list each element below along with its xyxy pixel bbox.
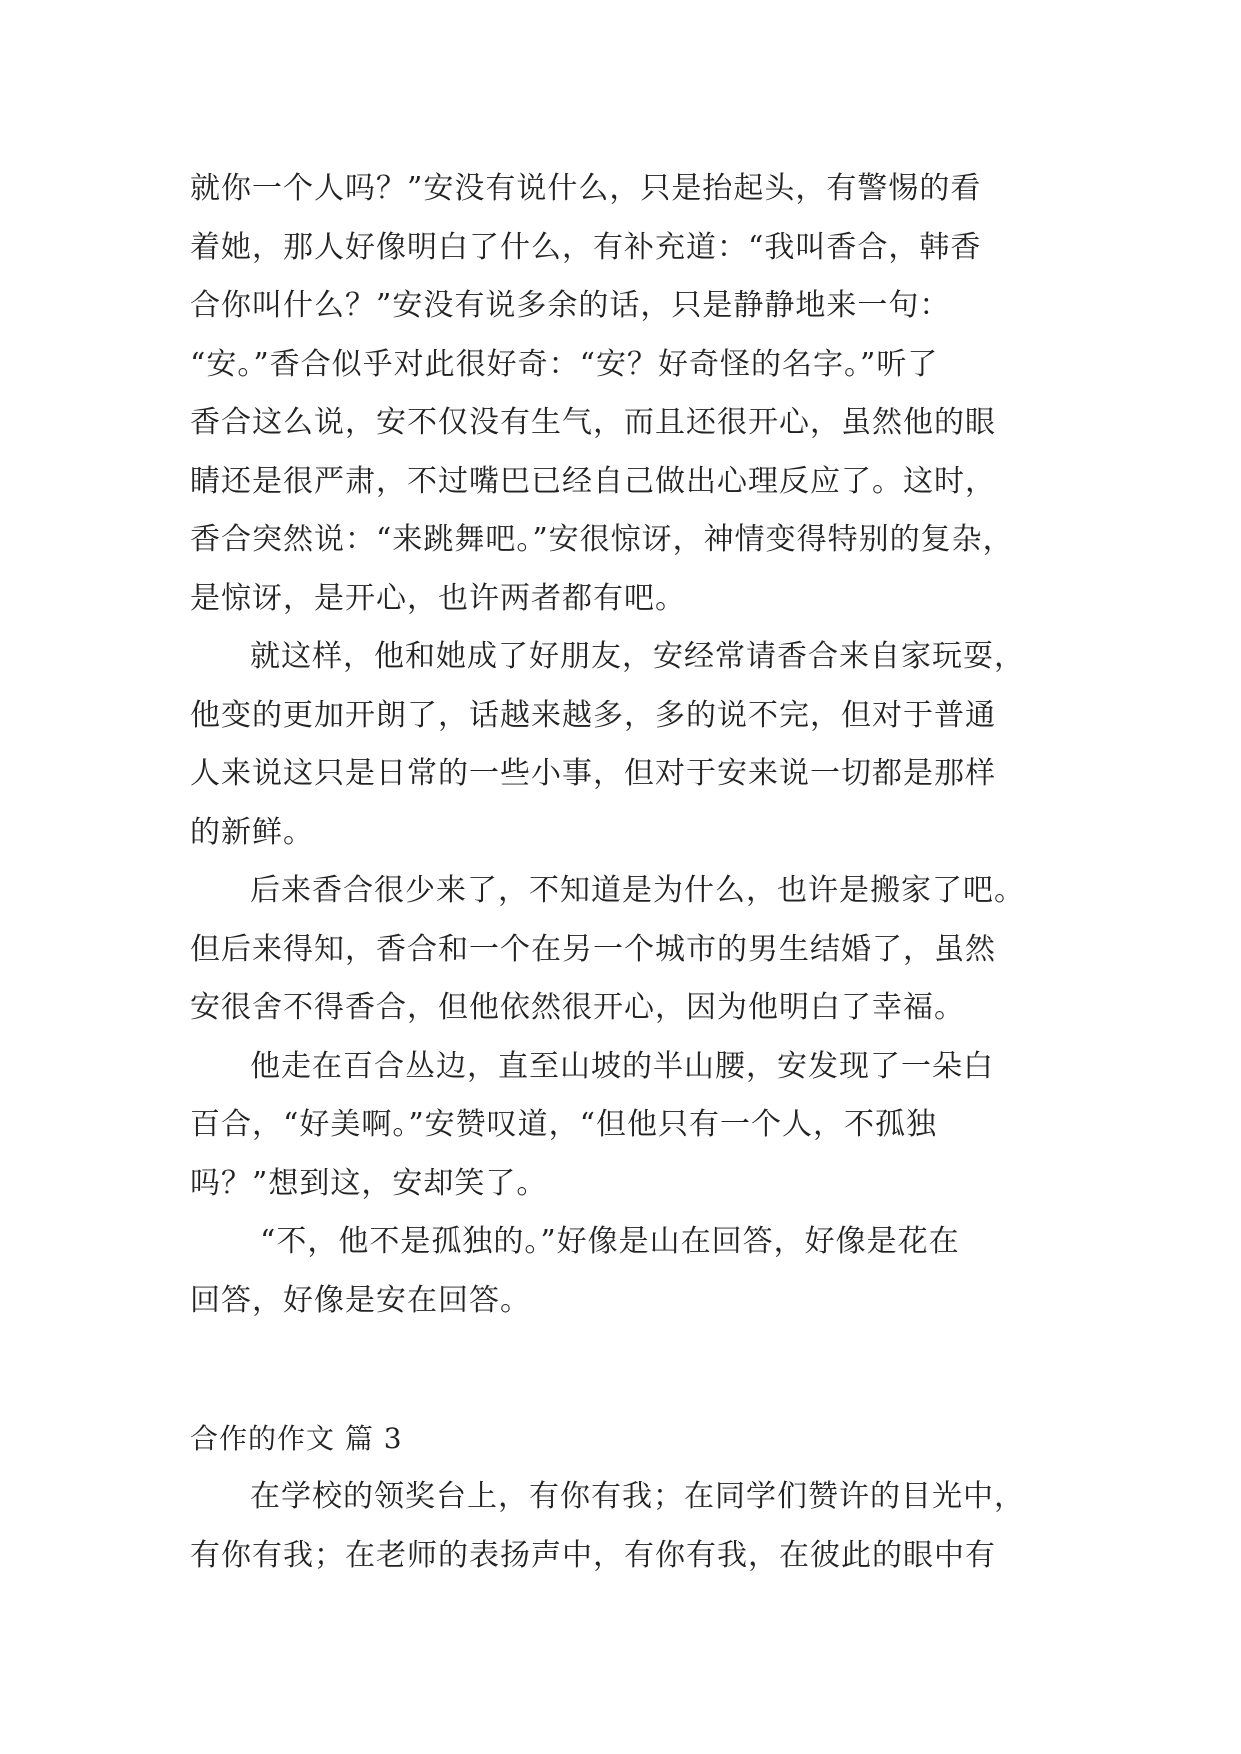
paragraph-2 (190, 628, 1050, 862)
text-line: 香合突然说：“来跳舞吧。”安很惊讶，神情变得特别的复杂， (190, 522, 1014, 557)
text-line: “不，他不是孤独的。”好像是山在回答，好像是花在 (260, 1224, 960, 1259)
paragraph-5 (190, 1213, 1050, 1330)
text-line: 后来香合很少来了，不知道是为什么，也许是搬家了吧。 (250, 873, 1025, 908)
paragraph-1 (190, 160, 1050, 628)
text-line: 睛还是很严肃，不过嘴巴已经自己做出心理反应了。这时， (190, 463, 996, 499)
text-line: 安很舍不得香合，但他依然很开心，因为他明白了幸福。 (190, 990, 965, 1025)
text-line: 百合，“好美啊。”安赞叹道，“但他只有一个人，不孤独 (190, 1107, 938, 1142)
text-line: “安。”香合似乎对此很好奇：“安？好奇怪的名字。”听了 (190, 346, 939, 382)
text-line: 他走在百合丛边，直至山坡的半山腰，安发现了一朵白 (250, 1048, 994, 1084)
text-line: 回答，好像是安在回答。 (190, 1282, 531, 1318)
text-line: 香合这么说，安不仅没有生气，而且还很开心，虽然他的眼 (190, 405, 996, 440)
text-line: 人来说这只是日常的一些小事，但对于安来说一切都是那样 (190, 756, 996, 791)
text-line: 就这样，他和她成了好朋友，安经常请香合来自家玩耍， (250, 639, 1025, 674)
section-spacer (190, 1330, 1050, 1410)
text-line: 在学校的领奖台上，有你有我；在同学们赞许的目光中， (250, 1479, 1025, 1514)
text-line: 的新鲜。 (190, 814, 314, 850)
text-line: 合你叫什么？”安没有说多余的话，只是静静地来一句： (190, 288, 951, 323)
text-line: 就你一个人吗？”安没有说什么，只是抬起头，有警惕的看 (190, 171, 982, 206)
text-line: 他变的更加开朗了，话越来越多，多的说不完，但对于普通 (190, 697, 996, 733)
text-line: 但后来得知，香合和一个在另一个城市的男生结婚了，虽然 (190, 931, 996, 967)
section-paragraph (190, 1468, 1050, 1585)
text-line: 吗？”想到这，安却笑了。 (190, 1165, 548, 1201)
paragraph-4 (190, 1038, 1050, 1214)
text-line: 是惊讶，是开心，也许两者都有吧。 (190, 580, 686, 616)
document-page (190, 160, 1050, 1585)
text-line: 着她，那人好像明白了什么，有补充道：“我叫香合，韩香 (190, 229, 982, 265)
section-heading: 合作的作文 篇 3 (190, 1422, 403, 1455)
text-line: 有你有我；在老师的表扬声中，有你有我，在彼此的眼中有 (190, 1537, 996, 1573)
paragraph-3 (190, 862, 1050, 1038)
